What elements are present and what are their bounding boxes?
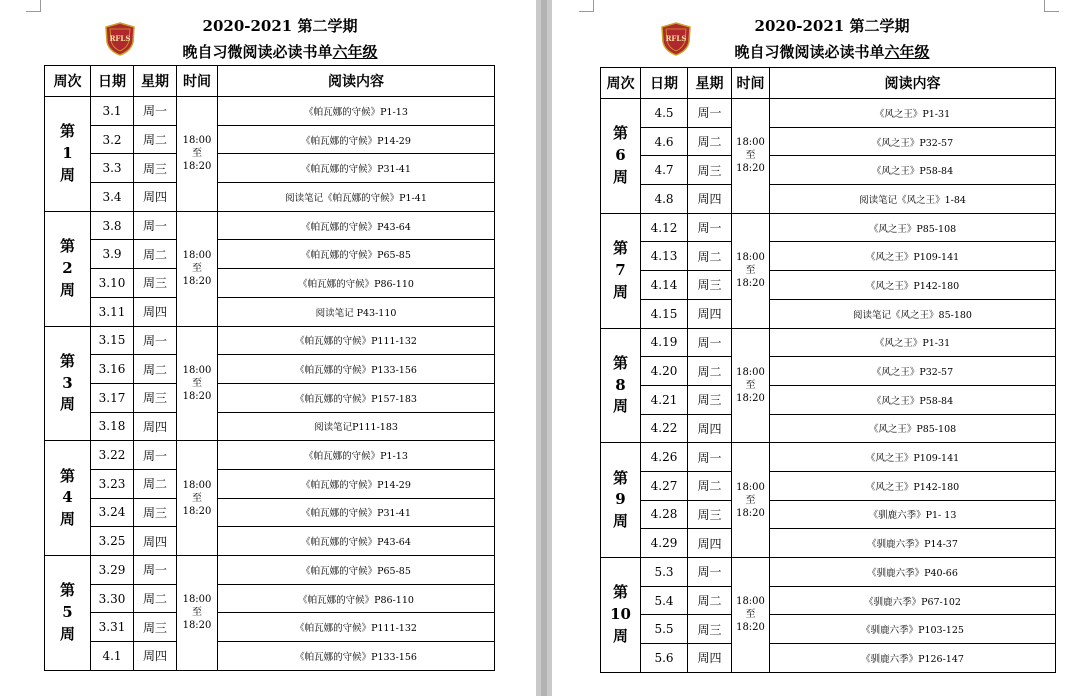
date-cell: 3.1 bbox=[91, 97, 134, 126]
weekday-cell: 周四 bbox=[688, 299, 732, 328]
weekday-cell: 周一 bbox=[688, 213, 732, 242]
column-header: 日期 bbox=[641, 68, 688, 99]
time-start: 18:00 bbox=[736, 137, 765, 149]
week-label-part: 3 bbox=[62, 373, 73, 392]
page-title-line1: 2020-2021 第二学期 bbox=[202, 17, 358, 35]
table-row bbox=[45, 469, 495, 498]
table-row bbox=[45, 613, 495, 642]
date-cell: 3.29 bbox=[91, 556, 134, 585]
date-cell: 3.10 bbox=[91, 269, 134, 298]
weekday-cell: 周三 bbox=[134, 269, 177, 298]
column-header: 周次 bbox=[601, 68, 641, 99]
week-label-part: 第 bbox=[59, 466, 75, 485]
weekday-cell: 周四 bbox=[134, 183, 177, 212]
reading-content-cell: 《帕瓦娜的守候》P43-64 bbox=[218, 211, 495, 240]
column-header: 阅读内容 bbox=[218, 66, 495, 97]
reading-content-cell: 《风之王》P32-57 bbox=[770, 357, 1056, 386]
table-row bbox=[601, 644, 1056, 673]
date-cell: 4.27 bbox=[641, 471, 688, 500]
table-header-row bbox=[45, 66, 495, 97]
reading-content-cell: 《帕瓦娜的守候》P31-41 bbox=[218, 498, 495, 527]
week-label-part: 第 bbox=[59, 237, 75, 255]
reading-content-cell: 《风之王》P1-31 bbox=[770, 99, 1056, 128]
page-title-line2 bbox=[150, 41, 410, 62]
week-label-part: 第 bbox=[59, 581, 75, 600]
reading-content-cell: 《帕瓦娜的守候》P133-156 bbox=[218, 355, 495, 384]
weekday-cell: 周二 bbox=[688, 357, 732, 386]
table-row bbox=[45, 355, 495, 384]
week-label-part: 周 bbox=[612, 512, 628, 530]
reading-schedule-table bbox=[44, 65, 495, 671]
week-label-part: 第 bbox=[59, 122, 75, 141]
weekday-cell: 周三 bbox=[134, 154, 177, 183]
reading-content-cell: 《驯鹿六季》P14-37 bbox=[770, 529, 1056, 558]
table-row bbox=[601, 558, 1056, 587]
reading-content-cell: 《帕瓦娜的守候》P157-183 bbox=[218, 383, 495, 412]
week-label-part: 第 bbox=[612, 583, 628, 602]
weekday-cell: 周一 bbox=[688, 328, 732, 357]
table-row bbox=[601, 529, 1056, 558]
reading-content-cell: 《风之王》P85-108 bbox=[770, 414, 1056, 443]
reading-content-cell: 阅读笔记P111-183 bbox=[218, 412, 495, 441]
time-end: 18:20 bbox=[736, 278, 765, 290]
time-separator: 至 bbox=[745, 379, 756, 391]
reading-content-cell: 《帕瓦娜的守候》P111-132 bbox=[218, 613, 495, 642]
week-label-part: 周 bbox=[59, 280, 75, 299]
week-label-part: 周 bbox=[612, 282, 628, 301]
week-label-part: 第 bbox=[612, 124, 628, 143]
date-cell: 3.3 bbox=[91, 154, 134, 183]
weekday-cell: 周二 bbox=[134, 125, 177, 154]
reading-content-cell: 《风之王》P142-180 bbox=[770, 471, 1056, 500]
table-row bbox=[601, 586, 1056, 615]
weekday-cell: 周二 bbox=[688, 586, 732, 615]
reading-content-cell: 《驯鹿六季》P67-102 bbox=[770, 586, 1056, 615]
page-title-line2 bbox=[702, 41, 962, 62]
week-label-part: 9 bbox=[615, 490, 626, 509]
time-range-cell bbox=[177, 97, 218, 212]
reading-content-cell: 《帕瓦娜的守候》P86-110 bbox=[218, 584, 495, 613]
week-label-part: 第 bbox=[59, 351, 75, 370]
reading-content-cell: 《帕瓦娜的守候》P43-64 bbox=[218, 527, 495, 556]
crop-mark-top-left bbox=[579, 0, 594, 12]
time-separator: 至 bbox=[192, 263, 202, 275]
date-cell: 4.13 bbox=[641, 242, 688, 271]
date-cell: 3.17 bbox=[91, 383, 134, 412]
time-separator: 至 bbox=[745, 265, 756, 277]
date-cell: 3.25 bbox=[91, 527, 134, 556]
week-label-cell bbox=[601, 443, 641, 558]
time-range-cell bbox=[177, 211, 218, 326]
table-row bbox=[45, 97, 495, 126]
date-cell: 3.2 bbox=[91, 125, 134, 154]
weekday-cell: 周四 bbox=[134, 642, 177, 671]
table-row bbox=[601, 99, 1056, 128]
reading-schedule-table bbox=[600, 67, 1056, 673]
reading-content-cell: 《帕瓦娜的守候》P111-132 bbox=[218, 326, 495, 355]
reading-content-cell: 《帕瓦娜的守候》P1-13 bbox=[218, 97, 495, 126]
weekday-cell: 周四 bbox=[688, 414, 732, 443]
week-label-part: 6 bbox=[615, 146, 626, 164]
reading-content-cell: 《风之王》P109-141 bbox=[770, 443, 1056, 472]
time-end: 18:20 bbox=[736, 163, 765, 175]
date-cell: 3.16 bbox=[91, 355, 134, 384]
date-cell: 4.14 bbox=[641, 271, 688, 300]
weekday-cell: 周三 bbox=[134, 498, 177, 527]
table-row bbox=[601, 156, 1056, 185]
date-cell: 4.20 bbox=[641, 357, 688, 386]
week-label-part: 10 bbox=[610, 605, 631, 623]
date-cell: 3.9 bbox=[91, 240, 134, 269]
week-label-part: 第 bbox=[612, 353, 628, 372]
date-cell: 4.15 bbox=[641, 299, 688, 328]
reading-content-cell: 《驯鹿六季》P126-147 bbox=[770, 644, 1056, 673]
reading-content-cell: 《风之王》P58-84 bbox=[770, 385, 1056, 414]
weekday-cell: 周一 bbox=[134, 326, 177, 355]
time-separator: 至 bbox=[745, 150, 756, 162]
weekday-cell: 周二 bbox=[688, 242, 732, 271]
weekday-cell: 周二 bbox=[134, 355, 177, 384]
week-label-cell bbox=[45, 97, 91, 212]
logo-text: RFLS bbox=[109, 34, 131, 43]
date-cell: 4.8 bbox=[641, 185, 688, 214]
title-prefix: 晚自习微阅读必读书单 bbox=[182, 43, 333, 61]
table-row bbox=[45, 642, 495, 671]
weekday-cell: 周四 bbox=[134, 412, 177, 441]
week-label-part: 2 bbox=[62, 258, 73, 277]
table-row bbox=[45, 269, 495, 298]
table-row bbox=[601, 500, 1056, 529]
date-cell: 3.24 bbox=[91, 498, 134, 527]
time-range-cell bbox=[177, 556, 218, 671]
time-start: 18:00 bbox=[182, 364, 212, 376]
week-label-part: 周 bbox=[59, 624, 75, 643]
date-cell: 3.18 bbox=[91, 412, 134, 441]
reading-content-cell: 《帕瓦娜的守候》P14-29 bbox=[218, 125, 495, 154]
time-end: 18:20 bbox=[182, 390, 212, 402]
time-end: 18:20 bbox=[736, 507, 765, 519]
week-label-cell bbox=[601, 99, 641, 214]
week-label-cell bbox=[601, 213, 641, 328]
time-end: 18:20 bbox=[182, 505, 212, 517]
time-range-cell bbox=[732, 99, 770, 214]
table-row bbox=[601, 185, 1056, 214]
date-cell: 3.31 bbox=[91, 613, 134, 642]
school-crest-icon bbox=[104, 22, 136, 56]
reading-content-cell: 阅读笔记 P43-110 bbox=[218, 297, 495, 326]
reading-content-cell: 《风之王》P142-180 bbox=[770, 271, 1056, 300]
table-row bbox=[601, 299, 1056, 328]
column-header: 时间 bbox=[732, 68, 770, 99]
time-range-cell bbox=[177, 326, 218, 441]
weekday-cell: 周三 bbox=[688, 271, 732, 300]
table-row bbox=[45, 498, 495, 527]
table-row bbox=[45, 441, 495, 470]
date-cell: 3.15 bbox=[91, 326, 134, 355]
page-gutter bbox=[536, 0, 552, 696]
week-label-cell bbox=[45, 441, 91, 556]
school-logo bbox=[104, 22, 136, 56]
reading-content-cell: 《帕瓦娜的守候》P86-110 bbox=[218, 269, 495, 298]
weekday-cell: 周三 bbox=[688, 385, 732, 414]
time-start: 18:00 bbox=[736, 252, 765, 264]
time-start: 18:00 bbox=[736, 481, 765, 493]
title-prefix: 晚自习微阅读必读书单 bbox=[734, 43, 885, 61]
table-row bbox=[601, 213, 1056, 242]
table-row bbox=[601, 414, 1056, 443]
crop-mark-top-right bbox=[1044, 0, 1059, 12]
reading-content-cell: 阅读笔记《帕瓦娜的守候》P1-41 bbox=[218, 183, 495, 212]
date-cell: 3.22 bbox=[91, 441, 134, 470]
table-row bbox=[45, 183, 495, 212]
weekday-cell: 周三 bbox=[134, 383, 177, 412]
reading-content-cell: 《风之王》P58-84 bbox=[770, 156, 1056, 185]
date-cell: 3.30 bbox=[91, 584, 134, 613]
time-start: 18:00 bbox=[736, 596, 765, 608]
weekday-cell: 周三 bbox=[688, 615, 732, 644]
school-crest-icon bbox=[660, 22, 692, 56]
table-row bbox=[45, 584, 495, 613]
weekday-cell: 周四 bbox=[688, 644, 732, 673]
week-label-part: 4 bbox=[62, 488, 73, 507]
time-separator: 至 bbox=[192, 492, 202, 504]
table-row bbox=[45, 383, 495, 412]
column-header: 星期 bbox=[134, 66, 177, 97]
time-separator: 至 bbox=[192, 607, 202, 619]
weekday-cell: 周四 bbox=[688, 529, 732, 558]
week-label-part: 第 bbox=[612, 239, 628, 257]
crop-mark-top-left bbox=[26, 0, 41, 12]
weekday-cell: 周四 bbox=[134, 527, 177, 556]
time-range-cell bbox=[732, 443, 770, 558]
weekday-cell: 周二 bbox=[688, 471, 732, 500]
week-label-part: 周 bbox=[59, 165, 75, 184]
date-cell: 4.1 bbox=[91, 642, 134, 671]
time-start: 18:00 bbox=[182, 250, 212, 262]
time-separator: 至 bbox=[192, 377, 202, 389]
date-cell: 4.7 bbox=[641, 156, 688, 185]
weekday-cell: 周一 bbox=[134, 97, 177, 126]
week-label-part: 周 bbox=[59, 510, 75, 528]
column-header: 日期 bbox=[91, 66, 134, 97]
table-row bbox=[601, 328, 1056, 357]
column-header: 阅读内容 bbox=[770, 68, 1056, 99]
week-label-cell bbox=[601, 328, 641, 443]
week-label-cell bbox=[45, 326, 91, 441]
date-cell: 3.8 bbox=[91, 211, 134, 240]
date-cell: 4.19 bbox=[641, 328, 688, 357]
reading-content-cell: 《帕瓦娜的守候》P65-85 bbox=[218, 556, 495, 585]
table-row bbox=[601, 385, 1056, 414]
time-end: 18:20 bbox=[182, 620, 212, 632]
time-range-cell bbox=[732, 213, 770, 328]
table-row bbox=[45, 326, 495, 355]
table-row bbox=[601, 127, 1056, 156]
reading-content-cell: 《驯鹿六季》P1- 13 bbox=[770, 500, 1056, 529]
time-end: 18:20 bbox=[736, 622, 765, 634]
time-range-cell bbox=[732, 328, 770, 443]
date-cell: 5.5 bbox=[641, 615, 688, 644]
date-cell: 4.22 bbox=[641, 414, 688, 443]
weekday-cell: 周二 bbox=[134, 469, 177, 498]
reading-content-cell: 《帕瓦娜的守候》P65-85 bbox=[218, 240, 495, 269]
time-range-cell bbox=[177, 441, 218, 556]
table-header-row bbox=[601, 68, 1056, 99]
column-header: 时间 bbox=[177, 66, 218, 97]
week-label-part: 1 bbox=[62, 144, 73, 162]
time-start: 18:00 bbox=[736, 366, 765, 378]
table-row bbox=[45, 240, 495, 269]
table-row bbox=[45, 412, 495, 441]
week-label-cell bbox=[45, 556, 91, 671]
table-row bbox=[45, 154, 495, 183]
column-header: 星期 bbox=[688, 68, 732, 99]
table-row bbox=[45, 556, 495, 585]
reading-content-cell: 《风之王》P85-108 bbox=[770, 213, 1056, 242]
weekday-cell: 周二 bbox=[134, 240, 177, 269]
reading-content-cell: 《风之王》P32-57 bbox=[770, 127, 1056, 156]
table-row bbox=[45, 211, 495, 240]
weekday-cell: 周二 bbox=[688, 127, 732, 156]
date-cell: 4.26 bbox=[641, 443, 688, 472]
page-title-line1: 2020-2021 第二学期 bbox=[754, 17, 910, 35]
weekday-cell: 周一 bbox=[134, 556, 177, 585]
reading-content-cell: 《帕瓦娜的守候》P31-41 bbox=[218, 154, 495, 183]
week-label-part: 周 bbox=[612, 167, 628, 186]
weekday-cell: 周一 bbox=[688, 558, 732, 587]
title-grade: 六年级 bbox=[884, 43, 930, 61]
title-grade: 六年级 bbox=[332, 43, 378, 61]
weekday-cell: 周二 bbox=[134, 584, 177, 613]
weekday-cell: 周四 bbox=[688, 185, 732, 214]
time-end: 18:20 bbox=[182, 161, 212, 173]
date-cell: 3.11 bbox=[91, 297, 134, 326]
week-label-part: 周 bbox=[59, 395, 75, 414]
reading-content-cell: 阅读笔记《风之王》85-180 bbox=[770, 299, 1056, 328]
document-page-left bbox=[0, 0, 536, 696]
week-label-part: 周 bbox=[612, 626, 628, 645]
weekday-cell: 周一 bbox=[688, 99, 732, 128]
date-cell: 4.6 bbox=[641, 127, 688, 156]
reading-content-cell: 《驯鹿六季》P40-66 bbox=[770, 558, 1056, 587]
week-label-cell bbox=[45, 211, 91, 326]
table-row bbox=[601, 443, 1056, 472]
date-cell: 4.29 bbox=[641, 529, 688, 558]
table-row bbox=[45, 297, 495, 326]
week-label-cell bbox=[601, 558, 641, 673]
reading-content-cell: 阅读笔记《风之王》1-84 bbox=[770, 185, 1056, 214]
week-label-part: 第 bbox=[612, 468, 628, 487]
time-separator: 至 bbox=[192, 148, 202, 160]
reading-content-cell: 《驯鹿六季》P103-125 bbox=[770, 615, 1056, 644]
time-separator: 至 bbox=[745, 609, 756, 621]
weekday-cell: 周一 bbox=[688, 443, 732, 472]
table-row bbox=[45, 527, 495, 556]
weekday-cell: 周三 bbox=[688, 500, 732, 529]
table-row bbox=[601, 357, 1056, 386]
time-start: 18:00 bbox=[182, 479, 212, 491]
date-cell: 5.6 bbox=[641, 644, 688, 673]
time-range-cell bbox=[732, 558, 770, 673]
date-cell: 3.4 bbox=[91, 183, 134, 212]
table-row bbox=[601, 242, 1056, 271]
reading-content-cell: 《帕瓦娜的守候》P14-29 bbox=[218, 469, 495, 498]
date-cell: 4.28 bbox=[641, 500, 688, 529]
time-start: 18:00 bbox=[182, 135, 212, 147]
weekday-cell: 周一 bbox=[134, 211, 177, 240]
date-cell: 3.23 bbox=[91, 469, 134, 498]
logo-text: RFLS bbox=[665, 34, 687, 43]
school-logo bbox=[660, 22, 692, 56]
weekday-cell: 周三 bbox=[134, 613, 177, 642]
document-page-right bbox=[552, 0, 1080, 696]
weekday-cell: 周四 bbox=[134, 297, 177, 326]
reading-content-cell: 《风之王》P1-31 bbox=[770, 328, 1056, 357]
column-header: 周次 bbox=[45, 66, 91, 97]
time-separator: 至 bbox=[745, 494, 756, 506]
date-cell: 4.5 bbox=[641, 99, 688, 128]
table-row bbox=[601, 471, 1056, 500]
reading-content-cell: 《风之王》P109-141 bbox=[770, 242, 1056, 271]
date-cell: 4.21 bbox=[641, 385, 688, 414]
date-cell: 5.3 bbox=[641, 558, 688, 587]
table-row bbox=[601, 615, 1056, 644]
week-label-part: 5 bbox=[62, 603, 73, 621]
week-label-part: 8 bbox=[615, 375, 626, 394]
date-cell: 4.12 bbox=[641, 213, 688, 242]
table-row bbox=[601, 271, 1056, 300]
weekday-cell: 周三 bbox=[688, 156, 732, 185]
reading-content-cell: 《帕瓦娜的守候》P1-13 bbox=[218, 441, 495, 470]
time-start: 18:00 bbox=[182, 594, 212, 606]
reading-content-cell: 《帕瓦娜的守候》P133-156 bbox=[218, 642, 495, 671]
weekday-cell: 周一 bbox=[134, 441, 177, 470]
date-cell: 5.4 bbox=[641, 586, 688, 615]
time-end: 18:20 bbox=[182, 276, 212, 288]
week-label-part: 7 bbox=[615, 260, 626, 279]
table-row bbox=[45, 125, 495, 154]
time-end: 18:20 bbox=[736, 392, 765, 404]
week-label-part: 周 bbox=[612, 397, 628, 416]
